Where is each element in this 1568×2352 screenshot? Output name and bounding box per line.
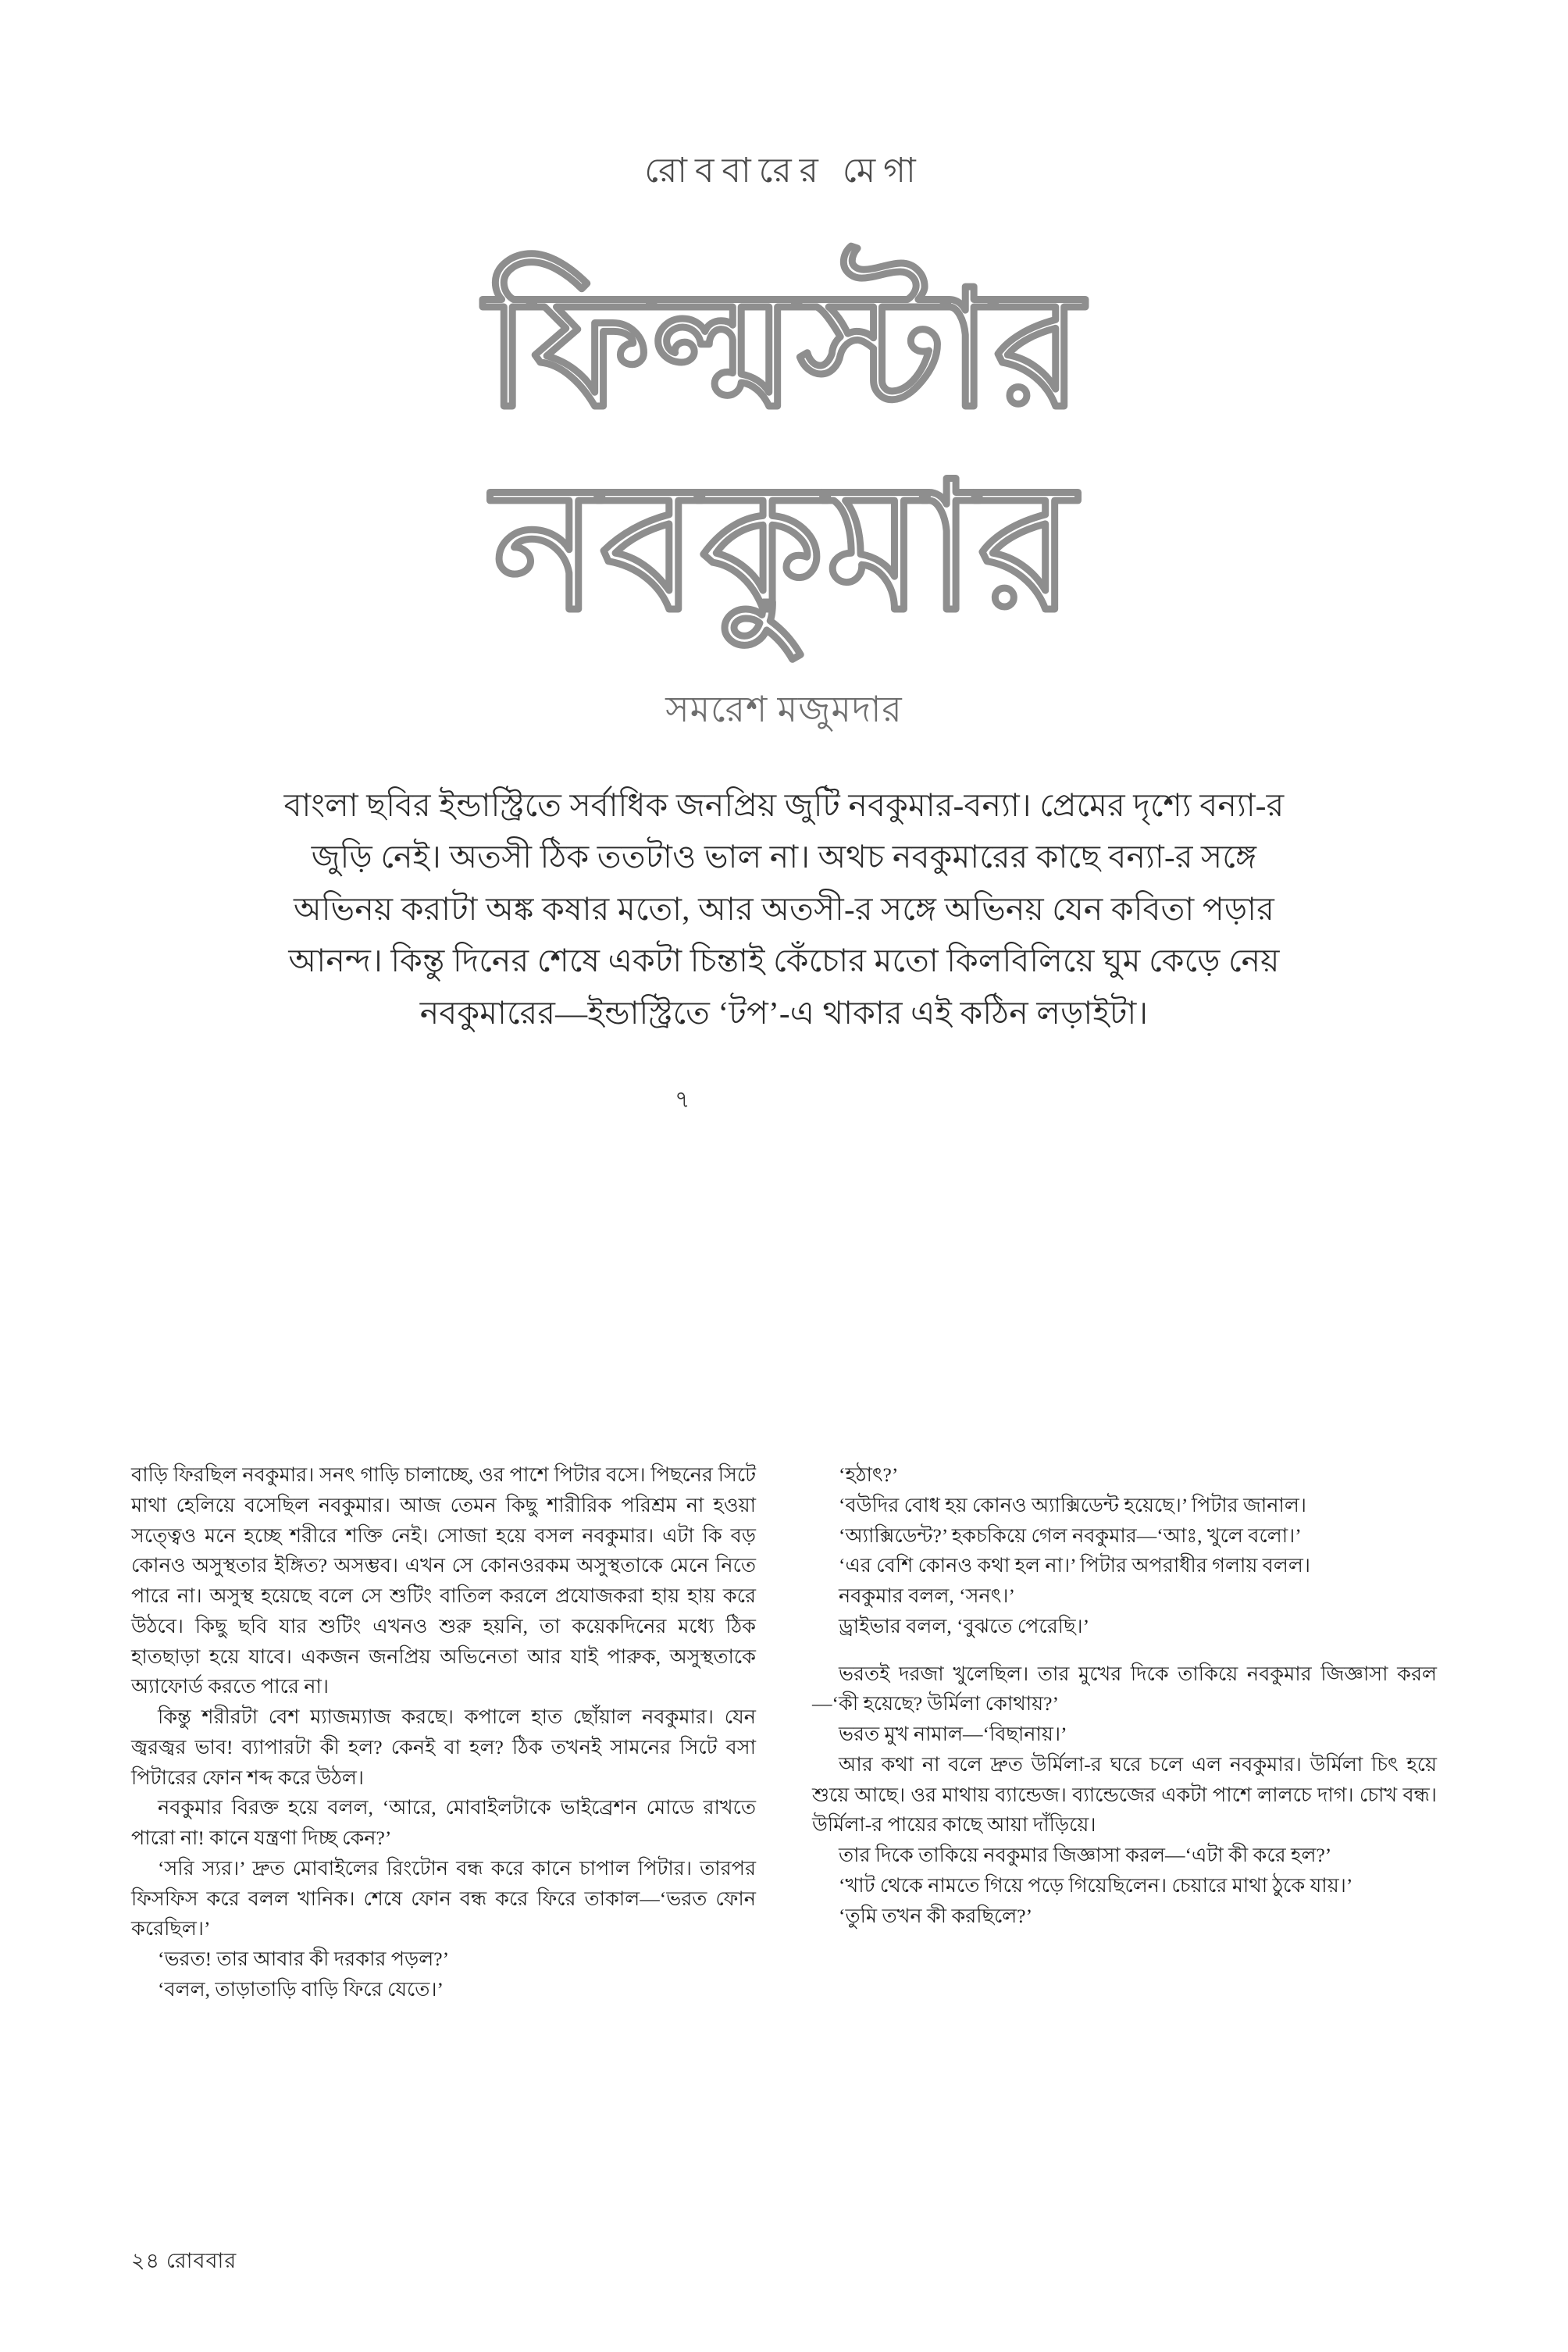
paragraph: ‘তুমি তখন কী করছিলে?’ bbox=[839, 1904, 1033, 1927]
paragraph: ‘বলল, তাড়াতাড়ি বাড়ি ফিরে যেতে।’ bbox=[158, 1977, 444, 2001]
paragraph: নবকুমার বলল, ‘সনৎ।’ bbox=[839, 1584, 1015, 1607]
paragraph: ‘হঠাৎ?’ bbox=[839, 1463, 899, 1486]
logo-line-1: ফিল্মস্টার bbox=[484, 254, 1084, 445]
paragraph: নবকুমার বিরক্ত হয়ে বলল, ‘আরে, মোবাইলটাকে ভাইব্রেশন মোডে রাখতে পারো না! কানে যন্ত্রণা দিচ্ছ কেন?’ bbox=[131, 1796, 756, 1849]
paragraph: বাড়ি ফিরছিল নবকুমার। সনৎ গাড়ি চালাচ্ছে, ওর পাশে পিটার বসে। পিছনের সিটে মাথা হেলিয়ে বসেছিল নবকুমার। আজ তেমন কিছু শারীরিক পরিশ্রম না হওয়া সত্ত্বেও মনে হচ্ছে শরীরে শক্তি নেই। সোজা হয়ে বসল নবকুমার। এটা কি বড় কোনও অসুস্থতার ইঙ্গিত? অসম্ভব। এখন সে কোনওরকম অসুস্থতাকে মেনে নিতে পারে না। অসুস্থ হয়েছে বলে সে শুটিং বাতিল করলে প্রযোজকরা হায় হায় করে উঠবে। কিছু ছবি যার শুটিং এখনও শুরু হয়নি, তা কয়েকদিনের মধ্যে ঠিক হাতছাড়া হয়ে যাবে। একজন জনপ্রিয় অভিনেতা আর যাই পারুক, অসুস্থতাকে অ্যাফোর্ড করতে পারে না। bbox=[131, 1463, 756, 1698]
paragraph: ভরত মুখ নামাল—‘বিছানায়।’ bbox=[839, 1723, 1067, 1745]
logo-line-2: নবকুমার bbox=[492, 444, 1076, 652]
story-logo bbox=[0, 219, 1568, 672]
section-number: ৭ bbox=[675, 1087, 690, 1114]
paragraph: ‘এর বেশি কোনও কথা হল না।’ পিটার অপরাধীর গলায় বলল। bbox=[839, 1554, 1311, 1577]
paragraph: ‘ভরত! তার আবার কী দরকার পড়ল?’ bbox=[158, 1948, 450, 1970]
author-name: সমরেশ মজুমদার bbox=[665, 690, 903, 729]
paragraph: ‘খাট থেকে নামতে গিয়ে পড়ে গিয়েছিলেন। চেয়ারে মাথা ঠুকে যায়।’ bbox=[839, 1873, 1353, 1897]
paragraph: ‘সরি স্যর।’ দ্রুত মোবাইলের রিংটোন বন্ধ করে কানে চাপাল পিটার। তারপর ফিসফিস করে বলল খানিক। শেষে ফোন বন্ধ করে ফিরে তাকাল—‘ভরত ফোন করেছিল।’ bbox=[131, 1856, 756, 1940]
standfirst: বাংলা ছবির ইন্ডাস্ট্রিতে সর্বাধিক জনপ্রিয় জুটি নবকুমার-বন্যা। প্রেমের দৃশ্যে বন্যা-র জুড়ি নেই। অতসী ঠিক ততটাও ভাল না। অথচ নবকুমারের কাছে বন্যা-র সঙ্গে অভিনয় করাটা অঙ্ক কষার মতো, আর অতসী-র সঙ্গে অভিনয় যেন কবিতা পড়ার আনন্দ। কিন্তু দিনের শেষে একটা চিন্তাই কেঁচোর মতো কিলবিলিয়ে ঘুম কেড়ে নেয় নবকুমারের—ইন্ডাস্ট্রিতে ‘টপ’-এ থাকার এই কঠিন লড়াইটা। bbox=[283, 787, 1285, 1031]
kicker-text: রোববারের মেগা bbox=[644, 151, 924, 190]
paragraph: ‘বউদির বোধ হয় কোনও অ্যাক্সিডেন্ট হয়েছে।’ পিটার জানাল। bbox=[839, 1493, 1307, 1516]
paragraph: কিন্তু শরীরটা বেশ ম্যাজম্যাজ করছে। কপালে হাত ছোঁয়াল নবকুমার। যেন জ্বরজ্বর ভাব! ব্যাপারটা কী হল? কেনই বা হল? ঠিক তখনই সামনের সিটে বসা পিটারের ফোন শব্দ করে উঠল। bbox=[131, 1705, 756, 1789]
paragraph: ভরতই দরজা খুলেছিল। তার মুখের দিকে তাকিয়ে নবকুমার জিজ্ঞাসা করল—‘কী হয়েছে? উর্মিলা কোথায়?’ bbox=[812, 1662, 1437, 1716]
paragraph: তার দিকে তাকিয়ে নবকুমার জিজ্ঞাসা করল—‘এটা কী করে হল?’ bbox=[839, 1844, 1332, 1866]
paragraph: আর কথা না বলে দ্রুত উর্মিলা-র ঘরে চলে এল নবকুমার। উর্মিলা চিৎ হয়ে শুয়ে আছে। ওর মাথায় ব্যান্ডেজ। ব্যান্ডেজের একটা পাশে লালচে দাগ। চোখ বন্ধ। উর্মিলা-র পায়ের কাছে আয়া দাঁড়িয়ে। bbox=[812, 1752, 1437, 1837]
column-right bbox=[812, 1460, 1437, 2005]
page-folio: ২৪ রোববার bbox=[131, 2249, 237, 2272]
paragraph: ‘অ্যাক্সিডেন্ট?’ হকচকিয়ে গেল নবকুমার—‘আঃ, খুলে বলো।’ bbox=[839, 1523, 1302, 1547]
logo-artwork bbox=[394, 219, 1174, 672]
column-left bbox=[131, 1460, 756, 2005]
paragraph: ড্রাইভার বলল, ‘বুঝতে পেরেছি।’ bbox=[839, 1614, 1090, 1637]
body-columns bbox=[131, 1460, 1437, 2005]
